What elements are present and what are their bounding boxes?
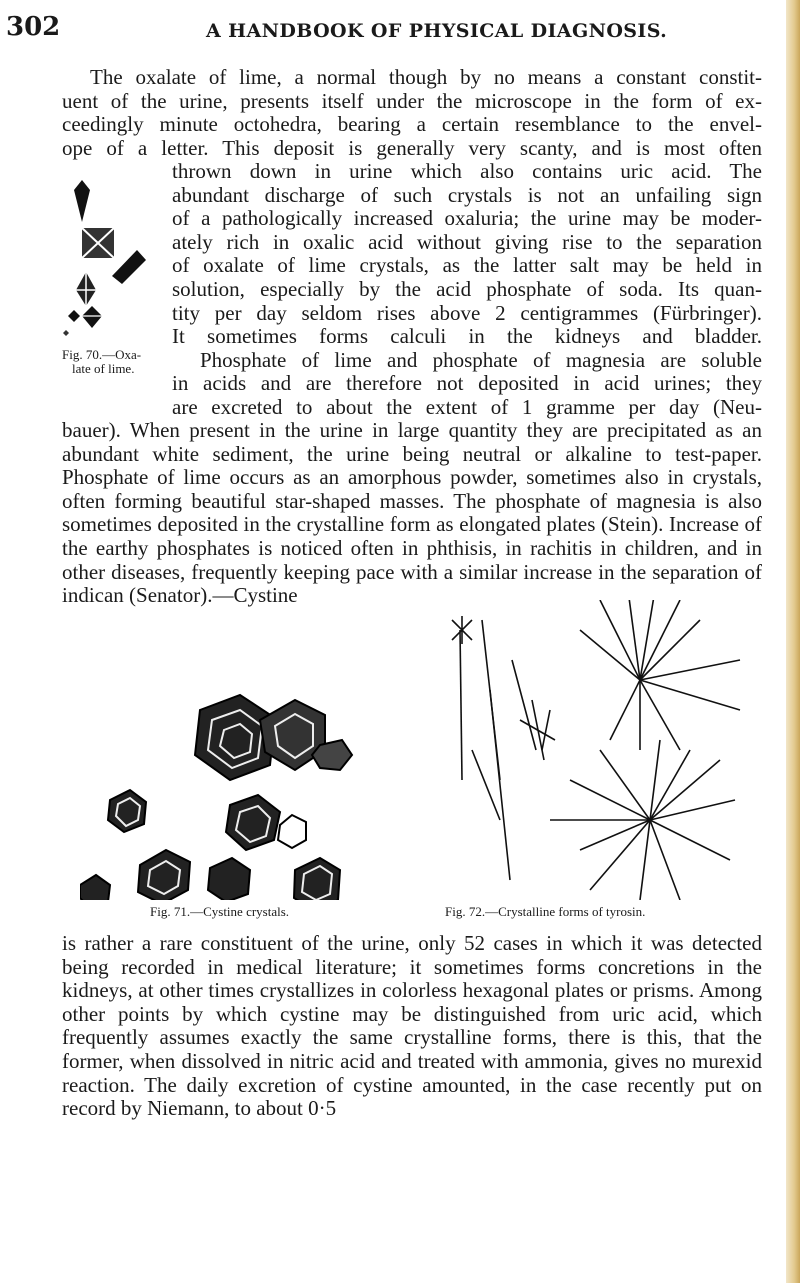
running-title: A HANDBOOK OF PHYSICAL DIAGNOSIS. <box>206 20 668 42</box>
text-line: of a pathologically increased oxaluria; the urine may be moder- <box>172 206 762 231</box>
text-line: thrown down in urine which also contains uric acid. The <box>172 159 762 183</box>
text-line: in acids and are therefore not deposited in acid urines; they <box>172 371 762 396</box>
cystine-hexagon-icon <box>80 875 110 900</box>
oxalate-octahedron-crystal-icon <box>76 272 96 306</box>
paragraph-oxalate-intro <box>62 66 762 160</box>
caption-line: late of lime. <box>72 361 135 376</box>
oxalate-prism-crystal-icon <box>112 250 146 284</box>
text-line: ceedingly minute octohedra, bearing a certain resemblance to the envel- <box>62 112 762 137</box>
paragraph-cystine: is rather a rare constituent of the urine, only 52 cases in which it was detected being recorded in medical literature; it sometimes forms concretions in the kidneys, at other times crystallizes in colorless hexagonal plates or prisms. Among other points by which cystine may be distinguished from uric acid, which frequently assumes exactly the same crystalline forms, there is this, that the former, when dissolved in nitric acid and treated with ammonia, gives no murexid reaction. The daily excretion of cystine amounted, in the case recently put on record by Niemann, to about 0·5 <box>62 931 762 1121</box>
cystine-hexagon-icon <box>294 858 340 900</box>
paragraph-phosphates: bauer). When present in the urine in large quantity they are precipitated as an abundant white sediment, the urine being neutral or alkaline to test-paper. Phosphate of lime occurs as an amorphous powder, sometimes also in crystals, often forming beautiful star-shaped masses. The phosphate of magnesia is also sometimes deposited in the crystalline form as elongated plates (Stein). Increase of the earthy phosphates is noticed often in phthisis, in rachitis in children, and in other diseases, frequently keeping pace with a similar increase in the separation of indican (Senator).—Cystine <box>62 418 762 608</box>
cystine-hexagon-icon <box>138 850 190 900</box>
oxalate-small-crystal-icon <box>63 306 102 336</box>
text-line: of oxalate of lime crystals, as the latter salt may be held in <box>172 253 762 278</box>
text-line: abundant discharge of such crystals is not an unfailing sign <box>172 182 762 207</box>
page-number: 302 <box>6 12 61 42</box>
caption-line: Fig. 70.—Oxa- <box>62 347 142 362</box>
figure-72-caption: Fig. 72.—Crystalline forms of tyrosin. <box>445 904 646 919</box>
figure-71-caption: Fig. 71.—Cystine crystals. <box>150 904 290 919</box>
text-line: solution, especially by the acid phosphate of soda. Its quan- <box>172 276 762 301</box>
page-edge <box>786 0 800 1283</box>
text-line: uent of the urine, presents itself under the microscope in the form of ex- <box>62 88 762 113</box>
figure-70-caption <box>62 348 148 376</box>
tyrosin-crystals-figure <box>452 600 740 900</box>
running-header <box>6 12 786 46</box>
text-line: ately rich in oxalic acid without giving rise to the separation <box>172 229 762 254</box>
tyrosin-needle-sheaf-icon <box>580 600 740 750</box>
tyrosin-needle-bundle-icon <box>452 616 555 880</box>
cystine-crystals-figure <box>80 695 352 900</box>
figures-71-72 <box>80 600 760 900</box>
cystine-hexagon-icon <box>226 795 280 850</box>
text-line: ope of a letter. This deposit is generally very scanty, and is most often <box>62 135 762 160</box>
oxalate-envelope-crystal-icon <box>82 228 114 258</box>
text-line: Phosphate of lime and phosphate of magnesia are soluble <box>200 347 762 372</box>
paragraph-wrapped-around-figure <box>172 160 762 420</box>
text-line: The oxalate of lime, a normal though by no means a constant constit- <box>90 65 762 89</box>
tyrosin-needle-sheaf-icon <box>550 740 735 900</box>
cystine-hexagon-icon <box>208 858 250 900</box>
text-line: are excreted to about the extent of 1 gramme per day (Neu- <box>172 394 762 419</box>
text-line: It sometimes forms calculi in the kidneys and bladder. <box>172 324 762 349</box>
cystine-hexagon-icon <box>108 790 146 832</box>
oxalate-crystal-icon <box>74 180 90 222</box>
text-line: tity per day seldom rises above 2 centigrammes (Fürbringer). <box>172 300 762 325</box>
cystine-hexagon-icon <box>278 815 306 848</box>
